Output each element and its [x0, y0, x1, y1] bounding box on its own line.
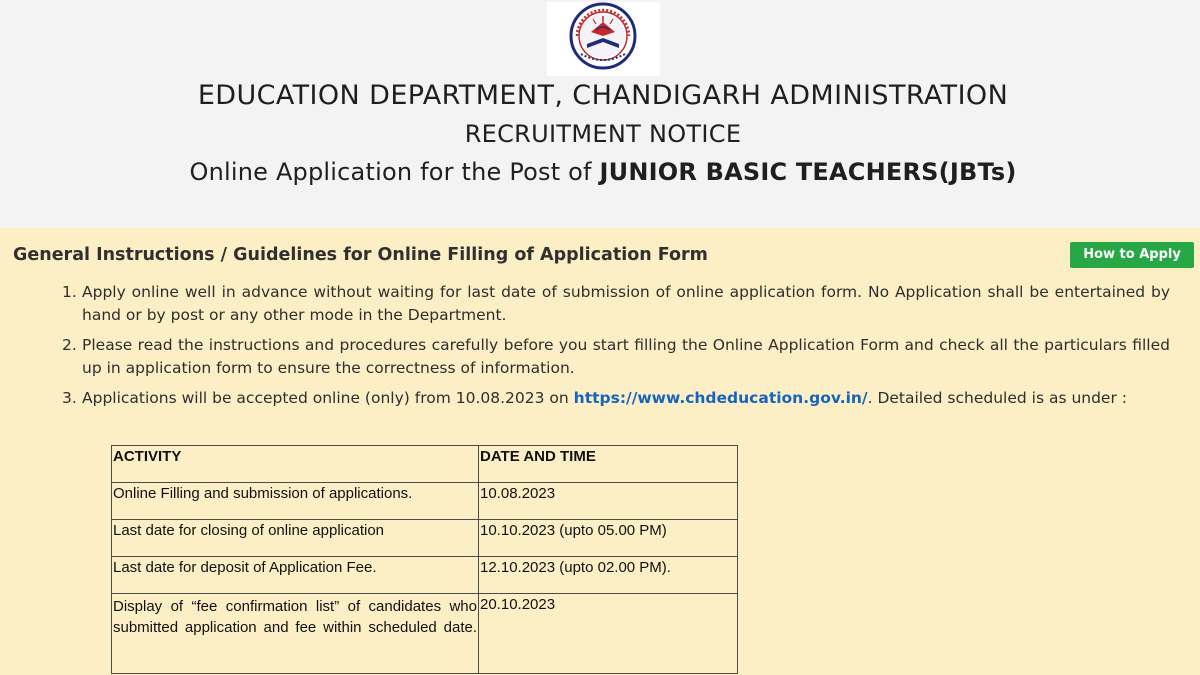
activity-cell: Last date for closing of online application	[112, 520, 479, 557]
date-cell: 10.08.2023	[479, 483, 738, 520]
how-to-apply-button[interactable]: How to Apply	[1070, 242, 1194, 268]
table-row	[112, 557, 738, 594]
column-header-activity: ACTIVITY	[112, 446, 479, 483]
instructions-section	[0, 228, 1200, 675]
list-item	[62, 387, 1170, 410]
table-header-row	[112, 446, 738, 483]
post-title	[0, 158, 1200, 186]
instructions-list	[62, 281, 1170, 417]
list-item-number: 3.	[62, 389, 77, 407]
activity-cell-text: Display of “fee confirmation list” of candidates who submitted application and fee within scheduled date.	[113, 598, 477, 636]
date-cell: 12.10.2023 (upto 02.00 PM).	[479, 557, 738, 594]
post-name: JUNIOR BASIC TEACHERS(JBTs)	[599, 158, 1017, 186]
page-title: EDUCATION DEPARTMENT, CHANDIGARH ADMINISTRATION	[197, 80, 1009, 111]
list-item-number: 2.	[62, 336, 77, 354]
schedule-table	[111, 445, 738, 674]
website-link[interactable]: https://www.chdeducation.gov.in/	[573, 389, 868, 407]
list-item-number: 1.	[62, 283, 77, 301]
table-row	[112, 483, 738, 520]
department-seal-icon	[547, 2, 660, 76]
post-title-prefix: Online Application for the Post of	[189, 158, 600, 186]
date-cell: 20.10.2023	[479, 594, 738, 674]
table-row	[112, 594, 738, 674]
activity-cell	[112, 594, 479, 674]
table-row	[112, 520, 738, 557]
activity-cell: Last date for deposit of Application Fee.	[112, 557, 479, 594]
list-item	[62, 281, 1170, 327]
section-heading: General Instructions / Guidelines for Online Filling of Application Form	[13, 245, 708, 265]
column-header-date: DATE AND TIME	[479, 446, 738, 483]
date-cell: 10.10.2023 (upto 05.00 PM)	[479, 520, 738, 557]
activity-cell: Online Filling and submission of applications.	[112, 483, 479, 520]
list-item-text: Please read the instructions and procedures carefully before you start filling the Online Application Form and check all the particulars filled up in application form to ensure the correctness of information.	[82, 336, 1170, 377]
logo	[547, 2, 660, 76]
list-item-text: . Detailed scheduled is as under :	[867, 389, 1127, 407]
notice-subtitle: RECRUITMENT NOTICE	[464, 120, 742, 148]
list-item	[62, 334, 1170, 380]
page-header	[0, 0, 1200, 228]
list-item-text: Applications will be accepted online (only) from 10.08.2023 on	[82, 389, 574, 407]
list-item-text: Apply online well in advance without waiting for last date of submission of online application form. No Application shall be entertained by hand or by post or any other mode in the Department.	[82, 283, 1170, 324]
